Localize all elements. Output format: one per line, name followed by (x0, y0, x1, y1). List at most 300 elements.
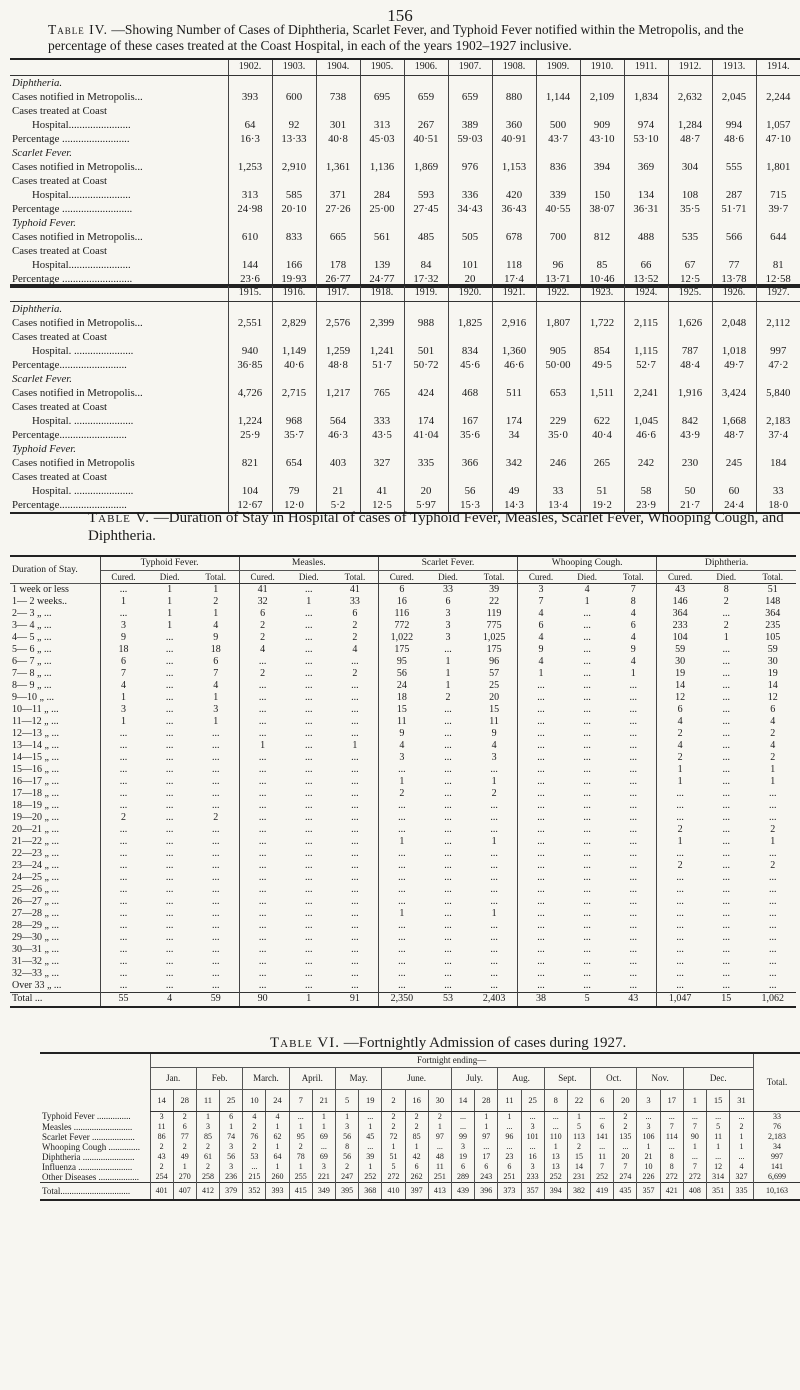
cell: 85 (196, 1132, 219, 1142)
cell: 74 (220, 1132, 243, 1142)
cell: 48·6 (712, 132, 756, 146)
cell: ... (378, 932, 424, 944)
table-row (10, 258, 800, 272)
cell: ... (305, 919, 313, 931)
cell: 48·7 (712, 428, 756, 442)
cell: ... (722, 643, 731, 655)
cell: ... (518, 896, 564, 908)
cell: 364 (657, 608, 703, 620)
table-row (40, 1132, 800, 1142)
cell: 1,360 (492, 344, 536, 358)
cell: 4 (378, 740, 424, 752)
cell (316, 104, 360, 118)
sub-header: Total. (471, 570, 517, 583)
cell: ... (211, 787, 220, 799)
stub-header (10, 285, 228, 301)
cell: 6 (451, 1162, 474, 1172)
cell: 260 (266, 1172, 289, 1183)
cell: 2,350 (378, 992, 424, 1007)
day-header: 24 (266, 1089, 289, 1111)
cell: 555 (712, 160, 756, 174)
cell: 1 (100, 692, 146, 704)
cell: 4 (239, 644, 285, 656)
cell: ... (351, 715, 359, 727)
cell: 60 (712, 484, 756, 498)
month-header: July. (451, 1067, 497, 1089)
cell (360, 104, 404, 118)
cell: ... (351, 907, 359, 919)
cell: 2 (770, 727, 776, 739)
cell: ... (583, 775, 591, 787)
cell: 23·9 (624, 498, 668, 513)
month-header: March. (243, 1067, 289, 1089)
cell: ... (583, 883, 591, 895)
row-label: Hospital. ...................... (32, 344, 134, 357)
day-header: 14 (451, 1089, 474, 1111)
cell: ... (100, 944, 146, 956)
cell: ... (629, 691, 638, 703)
cell: ... (100, 752, 146, 764)
cell (272, 400, 316, 414)
cell: 6 (220, 1111, 243, 1122)
cell: 1,361 (316, 160, 360, 174)
cell: 252 (359, 1172, 382, 1183)
cell: ... (239, 908, 285, 920)
cell (580, 244, 624, 258)
cell: ... (351, 811, 359, 823)
cell: 18 (100, 644, 146, 656)
table-row (10, 596, 796, 608)
table-row (10, 728, 796, 740)
cell: 1 (239, 740, 285, 752)
cell: 2 (289, 1142, 312, 1152)
table-row (10, 118, 800, 132)
cell: ... (100, 884, 146, 896)
cell (360, 372, 404, 386)
cell: 997 (756, 344, 800, 358)
cell: 1 (630, 667, 636, 679)
cell: 1 (289, 1122, 312, 1132)
table-row (10, 824, 796, 836)
cell: 30 (657, 656, 703, 668)
cell (316, 400, 360, 414)
table-row (10, 776, 796, 788)
cell: 7 (591, 1162, 614, 1172)
cell: 2,910 (272, 160, 316, 174)
cell: 505 (448, 230, 492, 244)
cell: ... (722, 943, 731, 955)
cell: 6 (518, 620, 564, 632)
table-v (10, 555, 796, 1008)
cell: 2,403 (471, 992, 517, 1007)
cell: ... (722, 751, 731, 763)
cell: 1 (730, 1142, 754, 1152)
cell (668, 244, 712, 258)
cell: 3,424 (712, 386, 756, 400)
cell (712, 301, 756, 316)
cell: 104 (657, 632, 703, 644)
cell: 76 (753, 1122, 800, 1132)
sub-header: Total. (750, 570, 797, 583)
cell: 38·07 (580, 202, 624, 216)
cell: ... (165, 655, 174, 667)
cell: ... (305, 943, 313, 955)
cell: ... (490, 811, 498, 823)
cell: 34·43 (448, 202, 492, 216)
cell: 11 (591, 1152, 614, 1162)
cell: 19 (451, 1152, 474, 1162)
cell: 141 (753, 1162, 800, 1172)
cell: 2 (378, 788, 424, 800)
cell: ... (722, 931, 731, 943)
cell: 659 (448, 90, 492, 104)
cell (756, 174, 800, 188)
cell: ... (637, 1111, 660, 1122)
table-row (10, 680, 796, 692)
cell: 1 (167, 619, 173, 631)
cell: ... (730, 1152, 754, 1162)
cell: ... (518, 692, 564, 704)
cell: 18·0 (756, 498, 800, 513)
cell: ... (100, 848, 146, 860)
cell: 369 (624, 160, 668, 174)
cell: 976 (448, 160, 492, 174)
cell: 2 (239, 620, 285, 632)
cell (228, 146, 272, 160)
cell: 1 (266, 1162, 289, 1172)
cell: 13·52 (624, 272, 668, 287)
table-row (10, 442, 800, 456)
cell: 19·2 (580, 498, 624, 513)
cell: 262 (405, 1172, 428, 1183)
cell: 1,057 (756, 118, 800, 132)
table-row (10, 872, 796, 884)
table-row (10, 980, 796, 993)
cell: 665 (316, 230, 360, 244)
cell: 33 (442, 583, 453, 595)
cell: 622 (580, 414, 624, 428)
cell: ... (239, 776, 285, 788)
cell: 17·4 (492, 272, 536, 287)
year-header: 1926. (712, 285, 756, 301)
cell: 1 (378, 776, 424, 788)
cell (668, 470, 712, 484)
cell: ... (518, 908, 564, 920)
cell: 40·91 (492, 132, 536, 146)
cell: 1 (100, 596, 146, 608)
cell: ... (378, 920, 424, 932)
cell (272, 244, 316, 258)
cell: 1,115 (624, 344, 668, 358)
cell: 7 (660, 1122, 683, 1132)
cell: 51 (382, 1152, 405, 1162)
cell: 246 (536, 456, 580, 470)
cell: 1,144 (536, 90, 580, 104)
table-row (10, 800, 796, 812)
row-label: 28—29 „ ... (10, 920, 100, 932)
cell: 48·7 (668, 132, 712, 146)
cell: ... (165, 667, 174, 679)
cell: 272 (683, 1172, 706, 1183)
month-header: Oct. (591, 1067, 637, 1089)
cell: 56 (336, 1132, 359, 1142)
row-label: 27—28 „ ... (10, 908, 100, 920)
table-row (10, 428, 800, 442)
cell: ... (305, 715, 313, 727)
cell: 3 (521, 1122, 544, 1132)
cell: 35·5 (668, 202, 712, 216)
cell: 644 (756, 230, 800, 244)
cell (492, 372, 536, 386)
cell: 1 (359, 1162, 382, 1172)
cell: ... (165, 631, 174, 643)
cell: 33 (349, 595, 360, 607)
cell: ... (239, 680, 285, 692)
cell: ... (165, 823, 174, 835)
cell: ... (351, 799, 359, 811)
cell: 812 (580, 230, 624, 244)
cell: ... (722, 787, 731, 799)
cell: 46·6 (492, 358, 536, 372)
day-header: 2 (382, 1089, 405, 1111)
cell: 1 (352, 739, 358, 751)
cell: ... (518, 680, 564, 692)
cell (580, 301, 624, 316)
cell: ... (165, 931, 174, 943)
cell: 1,511 (580, 386, 624, 400)
cell: 116 (378, 608, 424, 620)
cell: 3 (213, 703, 219, 715)
cell: 8 (336, 1142, 359, 1152)
cell: 1,241 (360, 344, 404, 358)
year-header: 1922. (536, 285, 580, 301)
cell: 252 (591, 1172, 614, 1183)
cell: ... (657, 968, 703, 980)
row-label: Cases notified in Metropolis... (12, 160, 143, 173)
cell: 2,109 (580, 90, 624, 104)
cell: 2 (196, 1142, 219, 1152)
cell: 940 (228, 344, 272, 358)
month-header: May. (336, 1067, 382, 1089)
cell: ... (100, 776, 146, 788)
cell: ... (351, 655, 359, 667)
table-iv (10, 58, 800, 288)
cell (624, 301, 668, 316)
table-v-sub-header (10, 570, 796, 583)
cell: 403 (316, 456, 360, 470)
row-label: Whooping Cough .............. (42, 1141, 140, 1152)
sub-header: Total. (610, 570, 656, 583)
cell: ... (211, 751, 220, 763)
cell: 2,399 (360, 316, 404, 330)
cell: 24·98 (228, 202, 272, 216)
sub-header: Total. (332, 570, 378, 583)
cell: 9 (100, 632, 146, 644)
cell: ... (165, 727, 174, 739)
cell: 24·4 (712, 498, 756, 513)
cell: ... (239, 968, 285, 980)
cell: ... (444, 763, 452, 775)
cell: ... (305, 691, 313, 703)
cell: ... (378, 848, 424, 860)
cell: 1,722 (580, 316, 624, 330)
cell (712, 174, 756, 188)
row-label: Total............................... (40, 1182, 150, 1200)
cell: 1 (657, 776, 703, 788)
cell: 1,801 (756, 160, 800, 174)
row-label: 32—33 „ ... (10, 968, 100, 980)
table-row (10, 896, 796, 908)
row-label: 17—18 „ ... (10, 788, 100, 800)
cell: 1,149 (272, 344, 316, 358)
cell: 17 (475, 1152, 498, 1162)
cell: 24 (378, 680, 424, 692)
cell: 287 (712, 188, 756, 202)
cell: 678 (492, 230, 536, 244)
cell (756, 244, 800, 258)
cell (492, 400, 536, 414)
stub-header (40, 1053, 150, 1111)
cell: 772 (378, 620, 424, 632)
cell: 3 (196, 1122, 219, 1132)
cell: 184 (756, 456, 800, 470)
table-iv-header-row (10, 59, 800, 75)
cell (580, 75, 624, 90)
row-label: Cases treated at Coast (12, 330, 108, 343)
cell: ... (239, 860, 285, 872)
cell: 6 (630, 619, 636, 631)
sub-header: Cured. (518, 570, 564, 583)
cell: ... (239, 812, 285, 824)
cell: ... (100, 872, 146, 884)
cell (360, 301, 404, 316)
cell: 366 (448, 456, 492, 470)
cell: ... (518, 776, 564, 788)
cell: 1 (498, 1111, 521, 1122)
cell: ... (518, 872, 564, 884)
cell (580, 216, 624, 230)
cell: 45·6 (448, 358, 492, 372)
cell: 39·7 (756, 202, 800, 216)
cell: 1,284 (668, 118, 712, 132)
cell: 72 (382, 1132, 405, 1142)
table-row (10, 836, 796, 848)
cell: 23 (498, 1152, 521, 1162)
row-label: Hospital....................... (32, 188, 131, 201)
cell: 1 (518, 668, 564, 680)
cell: 104 (228, 484, 272, 498)
cell: 413 (428, 1182, 451, 1200)
cell: 2 (239, 632, 285, 644)
cell: 99 (451, 1132, 474, 1142)
table-row (10, 668, 796, 680)
cell (668, 146, 712, 160)
cell: ... (722, 919, 731, 931)
cell: 51 (767, 583, 778, 595)
table-row (10, 752, 796, 764)
cell: 96 (498, 1132, 521, 1142)
day-header: 14 (150, 1089, 173, 1111)
cell: 485 (404, 230, 448, 244)
cell: 2,183 (756, 414, 800, 428)
table-vi (40, 1052, 800, 1201)
year-header: 1906. (404, 59, 448, 75)
cell (492, 216, 536, 230)
cell: 15 (378, 704, 424, 716)
cell: ... (165, 811, 174, 823)
cell (272, 146, 316, 160)
table-vi-super-header (40, 1053, 800, 1067)
cell: 2 (770, 859, 776, 871)
cell: 1 (312, 1111, 335, 1122)
year-header: 1908. (492, 59, 536, 75)
cell: ... (518, 788, 564, 800)
cell: 78 (289, 1152, 312, 1162)
cell: 12 (767, 691, 778, 703)
cell: ... (629, 907, 638, 919)
cell: 49·5 (580, 358, 624, 372)
cell (536, 372, 580, 386)
cell: 4 (630, 631, 636, 643)
cell: 1 (544, 1142, 567, 1152)
cell: ... (305, 835, 313, 847)
cell (712, 372, 756, 386)
cell (228, 174, 272, 188)
cell: 333 (360, 414, 404, 428)
cell: 765 (360, 386, 404, 400)
cell: ... (351, 883, 359, 895)
cell: 245 (712, 456, 756, 470)
cell: ... (769, 979, 777, 991)
cell: ... (769, 931, 777, 943)
cell: 58 (624, 484, 668, 498)
cell (316, 146, 360, 160)
cell (272, 330, 316, 344)
cell: 36·43 (492, 202, 536, 216)
cell: 342 (492, 456, 536, 470)
cell: ... (498, 1142, 521, 1152)
cell: 215 (243, 1172, 266, 1183)
year-header: 1918. (360, 285, 404, 301)
cell: 1 (382, 1142, 405, 1152)
cell: ... (769, 799, 777, 811)
cell: 7 (683, 1162, 706, 1172)
cell: ... (614, 1142, 637, 1152)
year-header: 1909. (536, 59, 580, 75)
cell: 221 (312, 1172, 335, 1183)
cell: ... (378, 800, 424, 812)
cell: 2,183 (753, 1132, 800, 1142)
cell (448, 372, 492, 386)
cell: ... (444, 727, 452, 739)
cell: 53·10 (624, 132, 668, 146)
cell: ... (211, 895, 220, 907)
cell: 14 (657, 680, 703, 692)
cell: ... (583, 739, 591, 751)
cell: 4 (730, 1162, 754, 1172)
row-label: 10—11 „ ... (10, 704, 100, 716)
year-header: 1919. (404, 285, 448, 301)
cell: 1 (445, 667, 451, 679)
cell: 15 (567, 1152, 590, 1162)
cell (404, 104, 448, 118)
cell: ... (657, 788, 703, 800)
table-row (10, 656, 796, 668)
table-row (10, 372, 800, 386)
cell (448, 75, 492, 90)
cell: 2 (567, 1142, 590, 1152)
cell: 12·5 (360, 498, 404, 513)
